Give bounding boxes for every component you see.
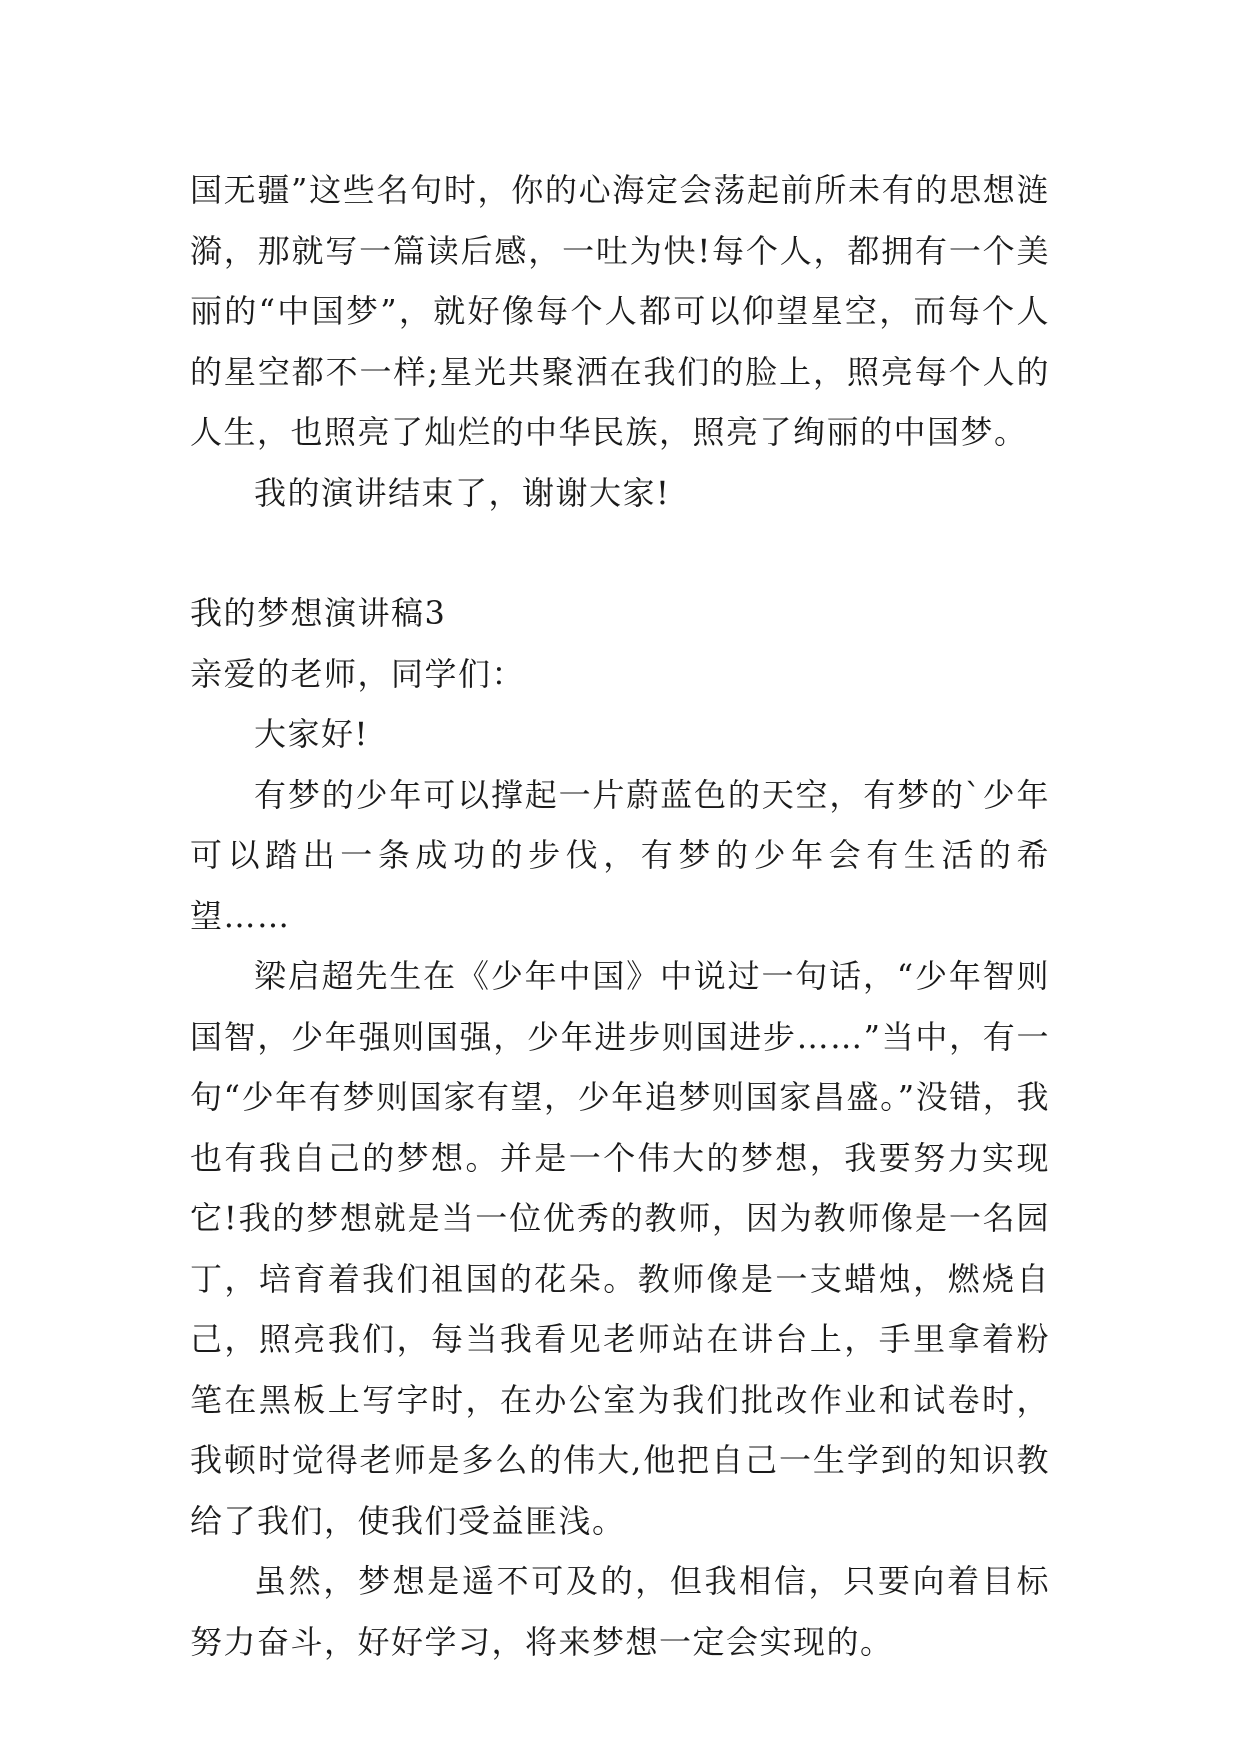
body-paragraph: 虽然，梦想是遥不可及的，但我相信，只要向着目标努力奋斗，好好学习，将来梦想一定会实现的。 (190, 1562, 1050, 1661)
closing-line: 我的演讲结束了，谢谢大家! (254, 473, 671, 512)
greeting: 大家好! (254, 715, 369, 753)
body-paragraph: 梁启超先生在《少年中国》中说过一句话，“少年智则国智，少年强则国强，少年进步则国进步……”当中，有一句“少年有梦则国家有望，少年追梦则国家昌盛。”没错，我也有我自己的梦想。并是一个伟大的梦想，我要努力实现它!我的梦想就是当一位优秀的教师，因为教师像是一名园丁，培育着我们祖国的花朵。教师像是一支蜡烛，燃烧自己，照亮我们，每当我看见老师站在讲台上，手里拿着粉笔在黑板上写字时，在办公室为我们批改作业和试卷时，我顿时觉得老师是多么的伟大,他把自己一生学到的知识教给了我们，使我们受益匪浅。 (190, 957, 1050, 1540)
section-title: 我的梦想演讲稿3 (190, 594, 447, 632)
section-spacer (190, 523, 1050, 583)
body-paragraph: 有梦的少年可以撑起一片蔚蓝色的天空，有梦的`少年可以踏出一条成功的步伐，有梦的少年会有生活的希望…… (190, 775, 1050, 935)
salutation: 亲爱的老师，同学们： (190, 654, 526, 693)
continued-paragraph: 国无疆”这些名句时，你的心海定会荡起前所未有的思想涟漪，那就写一篇读后感，一吐为快!每个人，都拥有一个美丽的“中国梦”，就好像每个人都可以仰望星空，而每个人的星空都不一样;星光共聚洒在我们的脸上，照亮每个人的人生，也照亮了灿烂的中华民族，照亮了绚丽的中国梦。 (190, 171, 1050, 451)
document-page (190, 160, 1050, 1672)
